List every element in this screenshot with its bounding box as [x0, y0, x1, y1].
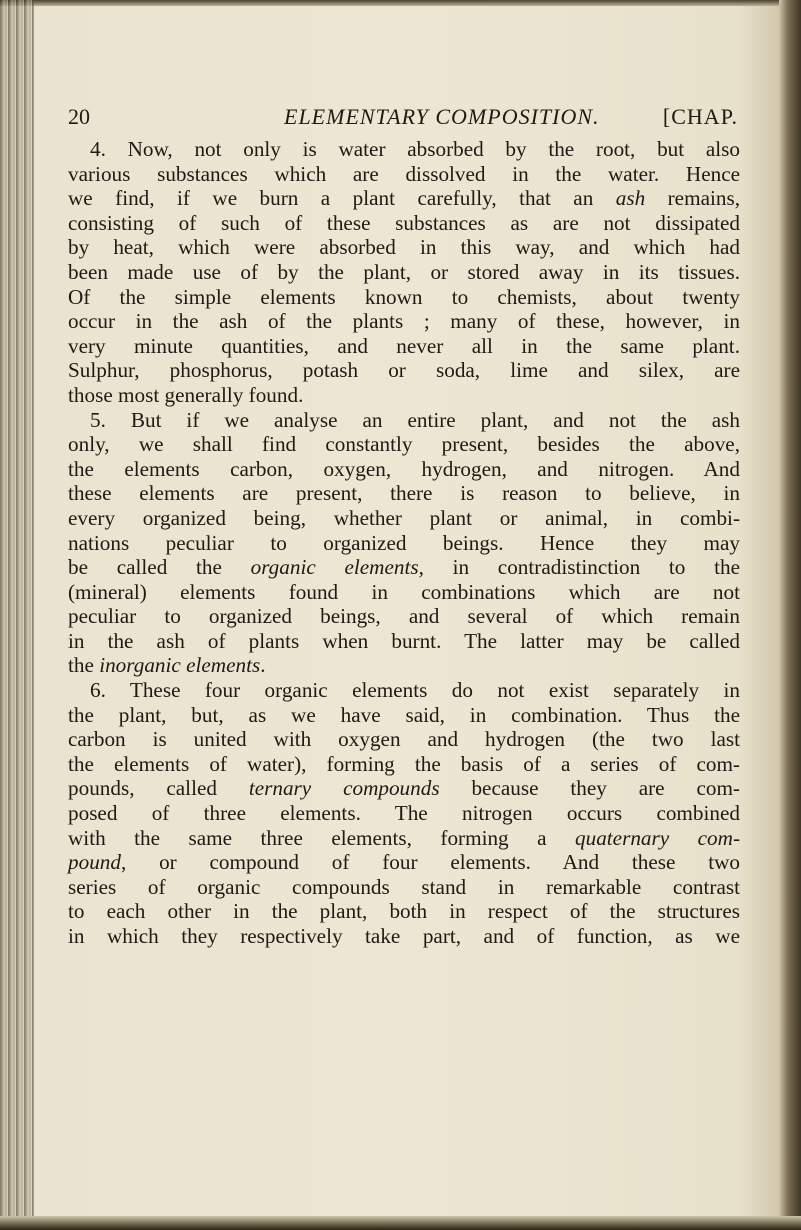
text-line — [68, 481, 740, 506]
text-segment: (mineral) elements found in combinations which are not — [68, 579, 740, 604]
text-segment: 4. Now, not only is water absorbed by the root, but also — [90, 137, 740, 161]
text-segment: occur in the ash of the plants ; many of these, however, in — [68, 309, 740, 334]
text-line — [68, 358, 740, 383]
text-line — [68, 653, 740, 678]
text-line — [68, 678, 740, 703]
text-segment: by heat, which were absorbed in this way, and which had — [68, 235, 740, 260]
text-line — [68, 162, 740, 187]
running-header — [68, 104, 738, 132]
text-segment: remains, — [645, 186, 740, 211]
text-line — [68, 285, 740, 310]
text-segment: . — [260, 653, 266, 678]
text-line — [68, 801, 740, 826]
text-segment: Of the simple elements known to chemists, about twenty — [68, 284, 740, 309]
text-segment: , in contradistinction to the — [418, 555, 740, 580]
text-line — [68, 604, 740, 629]
text-line — [68, 334, 740, 359]
text-line — [68, 703, 740, 728]
text-line — [68, 506, 740, 531]
text-segment: only, we shall find constantly present, besides the above, — [68, 432, 740, 457]
text-line — [68, 555, 740, 580]
text-line — [68, 260, 740, 285]
text-line — [68, 826, 740, 851]
italic-term: inorganic elements — [99, 653, 261, 678]
text-segment: every organized being, whether plant or animal, in combi- — [68, 505, 740, 530]
text-segment: in the ash of plants when burnt. The latter may be called — [68, 628, 740, 653]
text-segment: various substances which are dissolved in the water. Hence — [68, 161, 740, 186]
text-line — [68, 875, 740, 900]
text-segment: very minute quantities, and never all in the same plant. — [68, 333, 740, 358]
text-segment: because they are com- — [439, 776, 740, 801]
text-segment: posed of three elements. The nitrogen occurs combined — [68, 801, 740, 826]
text-segment: the plant, but, as we have said, in combination. Thus the — [68, 702, 740, 727]
chapter-marker: [CHAP. — [662, 104, 738, 129]
text-segment: the elements of water), forming the basis of a series of com- — [68, 751, 740, 776]
page-number: 20 — [68, 104, 90, 129]
text-segment: the elements carbon, oxygen, hydrogen, and nitrogen. And — [68, 456, 740, 481]
text-line — [68, 580, 740, 605]
text-line — [68, 309, 740, 334]
italic-term: organic elements — [250, 555, 419, 580]
text-line — [68, 457, 740, 482]
text-segment: carbon is united with oxygen and hydrogen (the two last — [68, 727, 740, 752]
text-segment: peculiar to organized beings, and several of which remain — [68, 604, 740, 629]
text-line — [68, 137, 740, 162]
text-segment: with the same three elements, forming a — [68, 825, 576, 850]
book-binding-right — [779, 0, 801, 1230]
text-segment: in which they respectively take part, and of function, as we — [68, 924, 740, 948]
text-line — [68, 383, 740, 408]
text-segment: consisting of such of these substances as are not dissipated — [68, 210, 740, 235]
text-segment: these elements are present, there is reason to believe, in — [68, 481, 740, 506]
text-segment: nations peculiar to organized beings. Hence they may — [68, 530, 740, 555]
text-segment: been made use of by the plant, or stored away in its tissues. — [68, 259, 740, 284]
body-text — [68, 137, 740, 949]
text-line — [68, 752, 740, 777]
text-segment: 5. But if we analyse an entire plant, and not the ash — [90, 407, 740, 432]
page-bottom-edge — [0, 1216, 801, 1230]
text-line — [68, 211, 740, 236]
text-segment: series of organic compounds stand in remarkable contrast — [68, 874, 740, 899]
page-top-edge — [0, 0, 801, 6]
text-line — [68, 899, 740, 924]
text-segment: to each other in the plant, both in respect of the structures — [68, 899, 740, 924]
text-segment: those most generally found. — [68, 382, 304, 407]
text-segment: the — [68, 653, 100, 678]
text-segment: pounds, called — [68, 776, 249, 801]
italic-term: ternary compounds — [248, 776, 440, 801]
text-line — [68, 776, 740, 801]
italic-term: quaternary com- — [575, 825, 740, 850]
text-line — [68, 531, 740, 556]
text-segment: we find, if we burn a plant carefully, that an — [68, 186, 616, 211]
book-binding-left — [0, 0, 34, 1230]
text-line — [68, 432, 740, 457]
running-title: ELEMENTARY COMPOSITION. — [284, 104, 600, 129]
text-line — [68, 727, 740, 752]
text-line — [68, 629, 740, 654]
text-segment: Sulphur, phosphorus, potash or soda, lime and silex, are — [68, 358, 740, 383]
text-segment: , or compound of four elements. And these two — [120, 850, 740, 875]
italic-term: ash — [615, 186, 646, 211]
text-line — [68, 408, 740, 433]
text-line — [68, 850, 740, 875]
italic-term: pound — [68, 850, 121, 875]
text-line — [68, 924, 740, 949]
text-segment: 6. These four organic elements do not exist separately in — [90, 678, 740, 703]
text-line — [68, 186, 740, 211]
text-segment: be called the — [68, 555, 251, 580]
text-line — [68, 235, 740, 260]
